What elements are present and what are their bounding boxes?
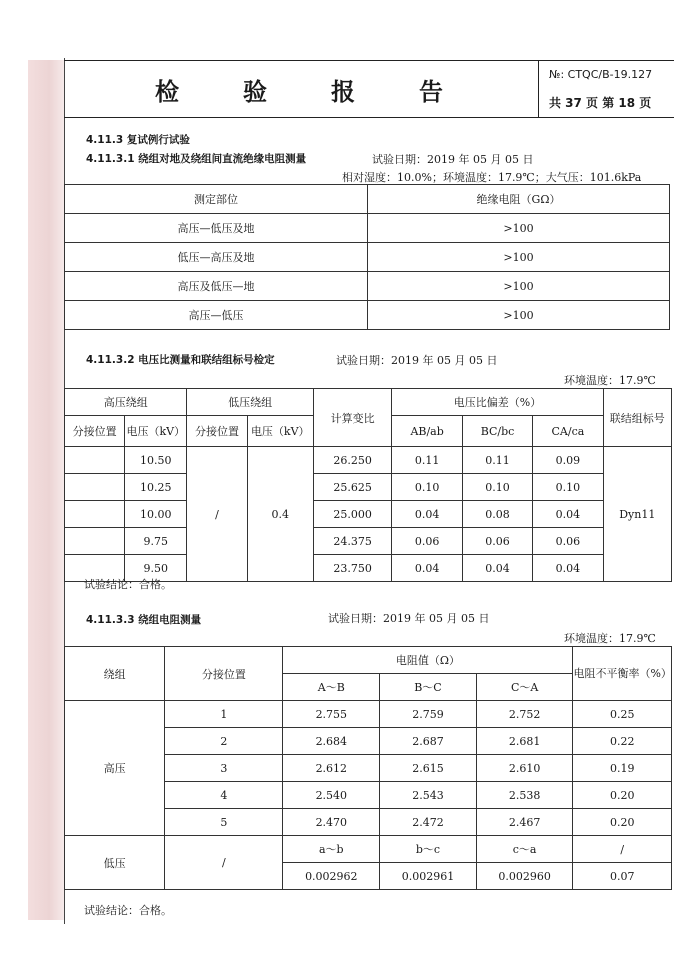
title-char: 告 <box>419 77 443 106</box>
cell-calc: 25.000 <box>313 501 392 528</box>
cell-bc: 0.10 <box>462 474 532 501</box>
col-header: 电阻值（Ω） <box>283 647 573 674</box>
report-header <box>64 60 674 118</box>
page-edge-stripe <box>28 60 64 920</box>
cell-ca: 0.06 <box>533 528 603 555</box>
cell-bc: 0.06 <box>462 528 532 555</box>
col-header: 测定部位 <box>65 185 368 214</box>
cell-hv: 10.25 <box>125 474 187 501</box>
cell-part: 高压—低压及地 <box>65 214 368 243</box>
cell-calc: 23.750 <box>313 555 392 582</box>
table-row <box>65 501 672 528</box>
cell-part: 高压及低压—地 <box>65 272 368 301</box>
cell-ca: 2.467 <box>476 809 573 836</box>
section-heading: 4.11.3.3 绕组电阻测量 <box>86 614 202 626</box>
cell-tap: 4 <box>165 782 283 809</box>
cell-ca: 0.09 <box>533 447 603 474</box>
cell-ab: 0.10 <box>392 474 462 501</box>
col-header: 电压（kV） <box>247 416 313 447</box>
col-header: AB/ab <box>392 416 462 447</box>
cell-ca: c～a <box>476 836 573 863</box>
conclusion: 试验结论：合格。 <box>84 578 172 591</box>
cell-tap: 1 <box>165 701 283 728</box>
cell-tap <box>65 447 125 474</box>
cell-ca: 2.610 <box>476 755 573 782</box>
cell-tap: 5 <box>165 809 283 836</box>
col-header: 电压（kV） <box>125 416 187 447</box>
table-row <box>65 243 670 272</box>
report-title <box>64 61 534 117</box>
cell-value: >100 <box>368 301 670 330</box>
cell-tap <box>65 501 125 528</box>
report-number: №: CTQC/B-19.127 <box>549 68 653 81</box>
cell-ca: 0.10 <box>533 474 603 501</box>
cell-value: >100 <box>368 214 670 243</box>
title-char: 检 <box>155 77 179 106</box>
cell-hv: 9.50 <box>125 555 187 582</box>
test-date: 试验日期：2019 年 05 月 05 日 <box>336 354 498 367</box>
table-row <box>65 447 672 474</box>
cell-bc: 2.759 <box>380 701 477 728</box>
cell-lv-volt: 0.4 <box>247 447 313 582</box>
cell-group: Dyn11 <box>603 447 671 582</box>
cell-ab: 2.755 <box>283 701 380 728</box>
col-header: 联结组标号 <box>603 389 671 447</box>
cell-ab: 0.06 <box>392 528 462 555</box>
cell-unbal: 0.07 <box>573 863 672 890</box>
col-header: 绝缘电阻（GΩ） <box>368 185 670 214</box>
title-char: 验 <box>243 77 267 106</box>
cell-tap: 2 <box>165 728 283 755</box>
cell-ab: 2.684 <box>283 728 380 755</box>
cell-tap <box>65 474 125 501</box>
col-header: 分接位置 <box>165 647 283 701</box>
col-header: 分接位置 <box>65 416 125 447</box>
cell-unbal: 0.22 <box>573 728 672 755</box>
cell-ab: 2.612 <box>283 755 380 782</box>
col-header: B～C <box>380 674 477 701</box>
cell-winding: 低压 <box>65 836 165 890</box>
report-meta <box>538 61 675 117</box>
ambient-temp: 环境温度：17.9℃ <box>564 374 656 387</box>
cell-bc: 0.002961 <box>380 863 477 890</box>
cell-winding: 高压 <box>65 701 165 836</box>
col-header: CA/ca <box>533 416 603 447</box>
cell-calc: 24.375 <box>313 528 392 555</box>
table-row <box>65 474 672 501</box>
cell-calc: 25.625 <box>313 474 392 501</box>
cell-unbal: 0.20 <box>573 809 672 836</box>
cell-ab: a～b <box>283 836 380 863</box>
cell-unbal: 0.20 <box>573 782 672 809</box>
col-header: C～A <box>476 674 573 701</box>
title-char: 报 <box>331 77 355 106</box>
cell-bc: 2.472 <box>380 809 477 836</box>
table-row <box>65 528 672 555</box>
cell-ab: 0.04 <box>392 555 462 582</box>
cell-bc: b～c <box>380 836 477 863</box>
cell-bc: 0.04 <box>462 555 532 582</box>
cell-lv-tap: / <box>187 447 247 582</box>
cell-bc: 0.11 <box>462 447 532 474</box>
conclusion: 试验结论：合格。 <box>84 904 172 917</box>
cell-tap: / <box>165 836 283 890</box>
col-header: 电阻不平衡率（%） <box>573 647 672 701</box>
col-header: 电压比偏差（%） <box>392 389 603 416</box>
col-header: A～B <box>283 674 380 701</box>
test-date: 试验日期：2019 年 05 月 05 日 <box>372 153 534 166</box>
ratio-table <box>64 388 672 582</box>
cell-part: 低压—高压及地 <box>65 243 368 272</box>
cell-calc: 26.250 <box>313 447 392 474</box>
section-heading: 4.11.3.2 电压比测量和联结组标号检定 <box>86 354 275 366</box>
winding-resistance-table <box>64 646 672 890</box>
test-conditions: 相对湿度：10.0%；环境温度：17.9℃；大气压：101.6kPa <box>342 171 642 184</box>
page-count: 共 37 页 第 18 页 <box>549 96 652 110</box>
cell-unbal: 0.19 <box>573 755 672 782</box>
cell-value: >100 <box>368 243 670 272</box>
cell-unbal: 0.25 <box>573 701 672 728</box>
cell-bc: 2.543 <box>380 782 477 809</box>
cell-ca: 0.04 <box>533 555 603 582</box>
cell-ab: 2.470 <box>283 809 380 836</box>
cell-ca: 2.538 <box>476 782 573 809</box>
cell-hv: 10.50 <box>125 447 187 474</box>
col-header: 绕组 <box>65 647 165 701</box>
section-heading: 4.11.3 复试例行试验 <box>86 134 190 146</box>
cell-tap <box>65 528 125 555</box>
col-header: BC/bc <box>462 416 532 447</box>
test-date: 试验日期：2019 年 05 月 05 日 <box>328 612 490 625</box>
cell-ca: 2.752 <box>476 701 573 728</box>
table-row <box>65 214 670 243</box>
section-subheading: 4.11.3.1 绕组对地及绕组间直流绝缘电阻测量 <box>86 153 307 165</box>
cell-ca: 0.002960 <box>476 863 573 890</box>
cell-ab: 0.002962 <box>283 863 380 890</box>
cell-ca: 2.681 <box>476 728 573 755</box>
table-row <box>65 836 672 863</box>
table-row <box>65 701 672 728</box>
cell-ab: 0.04 <box>392 501 462 528</box>
table-row <box>65 272 670 301</box>
cell-hv: 9.75 <box>125 528 187 555</box>
cell-bc: 2.687 <box>380 728 477 755</box>
cell-tap: 3 <box>165 755 283 782</box>
ambient-temp: 环境温度：17.9℃ <box>564 632 656 645</box>
cell-unbal: / <box>573 836 672 863</box>
cell-ab: 0.11 <box>392 447 462 474</box>
cell-part: 高压—低压 <box>65 301 368 330</box>
cell-ab: 2.540 <box>283 782 380 809</box>
cell-ca: 0.04 <box>533 501 603 528</box>
table-row <box>65 301 670 330</box>
col-header: 高压绕组 <box>65 389 187 416</box>
insulation-table <box>64 184 670 330</box>
cell-hv: 10.00 <box>125 501 187 528</box>
cell-bc: 0.08 <box>462 501 532 528</box>
col-header: 计算变比 <box>313 389 392 447</box>
col-header: 低压绕组 <box>187 389 313 416</box>
cell-value: >100 <box>368 272 670 301</box>
col-header: 分接位置 <box>187 416 247 447</box>
cell-bc: 2.615 <box>380 755 477 782</box>
